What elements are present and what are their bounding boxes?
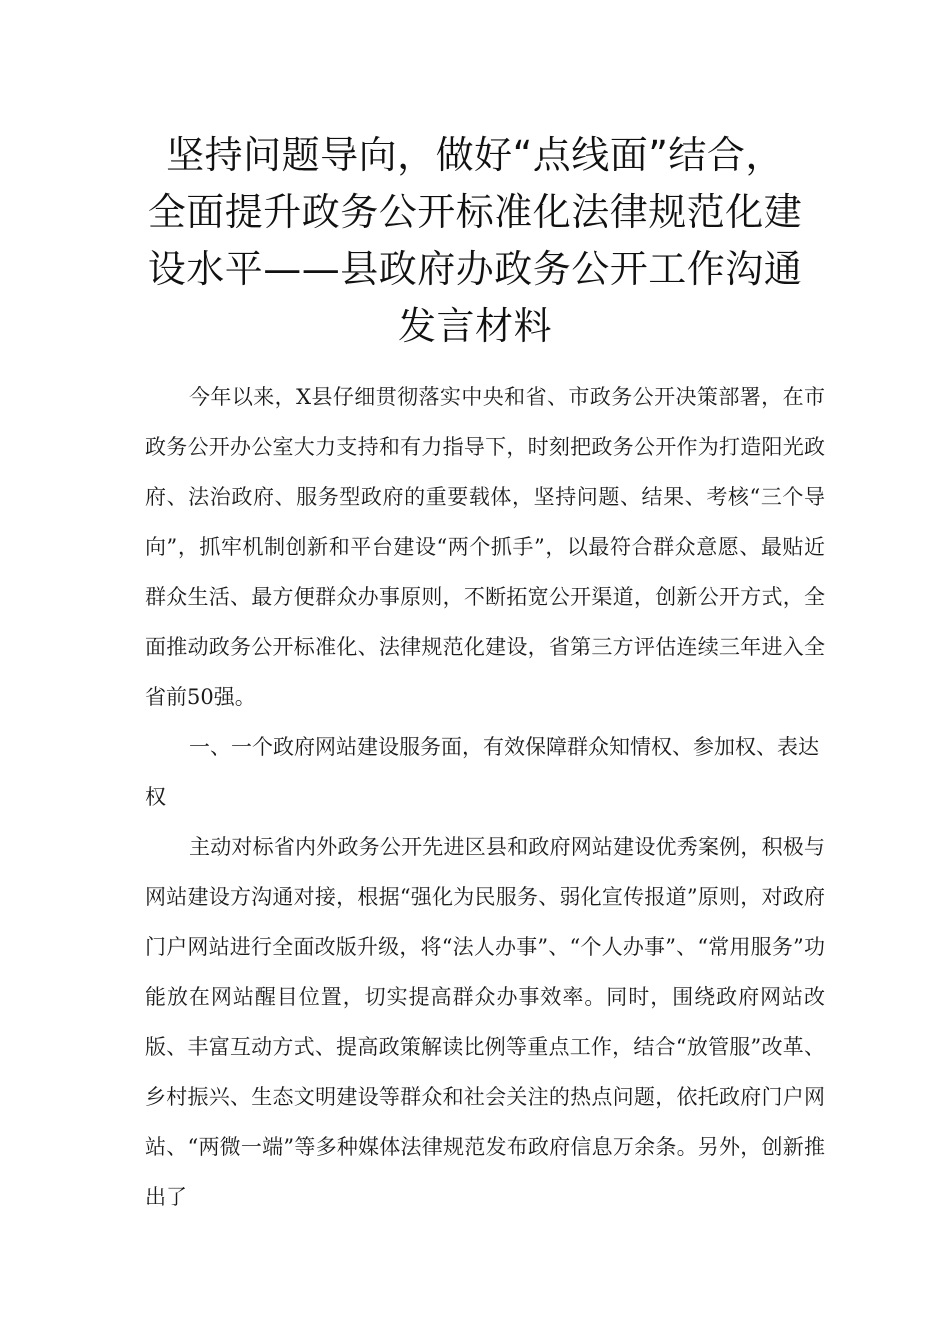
body-paragraph: 主动对标省内外政务公开先进区县和政府网站建设优秀案例，积极与网站建设方沟通对接，根据“强化为民服务、弱化宣传报道”原则，对政府门户网站进行全面改版升级，将“法人办事”、“个人办事”、“常用服务”功能放在网站醒目位置，切实提高群众办事效率。同时，围绕政府网站改版、丰富互动方式、提高政策解读比例等重点工作，结合“放管服”改革、乡村振兴、生态文明建设等群众和社会关注的热点问题，依托政府门户网站、“两微一端”等多种媒体法律规范发布政府信息万余条。另外，创新推出了 [145, 835, 825, 1209]
document-title [110, 127, 840, 355]
title-line: 设水平——县政府办政务公开工作沟通 [147, 247, 803, 291]
intro-paragraph: 今年以来，X县仔细贯彻落实中央和省、市政务公开决策部署，在市政务公开办公室大力支持和有力指导下，时刻把政务公开作为打造阳光政府、法治政府、服务型政府的重要载体，坚持问题、结果、考核“三个导向”，抓牢机制创新和平台建设“两个抓手”，以最符合群众意愿、最贴近群众生活、最方便群众办事原则，不断拓宽公开渠道，创新公开方式，全面推动政务公开标准化、法律规范化建设，省第三方评估连续三年进入全省前50强。 [145, 385, 825, 709]
document-body [145, 372, 825, 1222]
title-line: 坚持问题导向，做好“点线面”结合， [166, 133, 784, 177]
section-heading: 一、一个政府网站建设服务面，有效保障群众知情权、参加权、表达权 [145, 735, 819, 809]
title-line: 全面提升政务公开标准化法律规范化建 [147, 190, 803, 234]
title-line: 发言材料 [397, 304, 552, 348]
